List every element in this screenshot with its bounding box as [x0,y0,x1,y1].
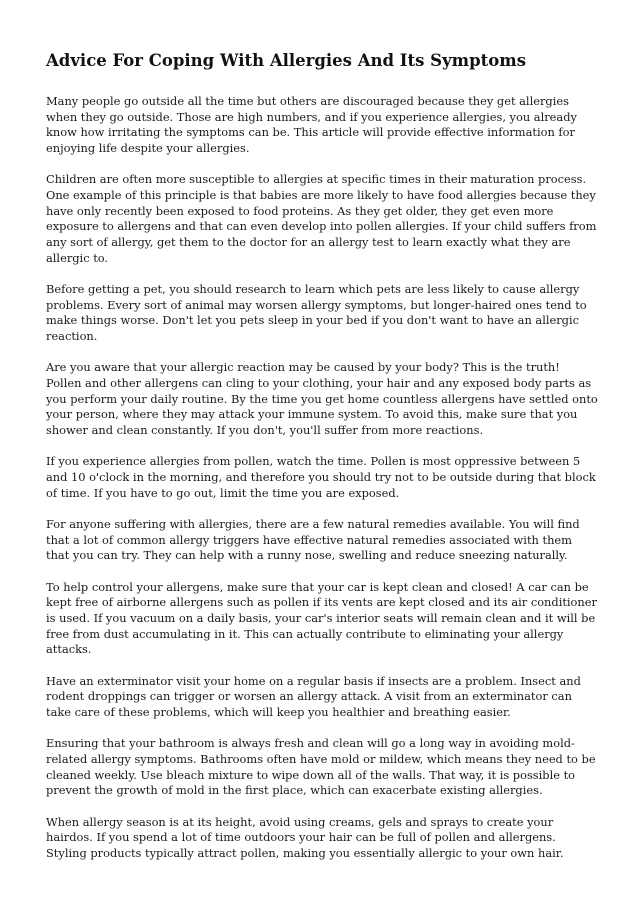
paragraph: To help control your allergens, make sure that your car is kept clean and closed! A car can be kept free of airborne allergens such as pollen if its vents are kept closed and its air conditioner is used. If you vacuum on a daily basis, your car's interior seats will remain clean and it will be free from dust accumulating in it. This can actually contribute to eliminating your allergy attacks. [46,579,597,657]
paragraph: For anyone suffering with allergies, there are a few natural remedies available. You will find that a lot of common allergy triggers have effective natural remedies associated with them that you can try. They can help with a runny nose, swelling and reduce sneezing naturally. [46,516,580,563]
paragraph: Children are often more susceptible to allergies at specific times in their maturation process. One example of this principle is that babies are more likely to have food allergies because they have only recently been exposed to food proteins. As they get older, they get even more exposure to allergens and that can even develop into pollen allergies. If your child suffers from any sort of allergy, get them to the doctor for an allergy test to learn exactly what they are allergic to. [46,172,597,265]
paragraph: Have an exterminator visit your home on a regular basis if insects are a problem. Insect and rodent droppings can trigger or worsen an allergy attack. A visit from an exterminator can take care of these problems, which will keep you healthier and breathing easier. [46,673,581,719]
document-page [46,50,598,877]
paragraph: Are you aware that your allergic reaction may be caused by your body? This is the truth! Pollen and other allergens can cling to your clothing, your hair and any exposed body parts as you perform your daily routine. By the time you get home countless allergens have settled onto your person, where they may attack your immune system. To avoid this, make sure that you shower and clean constantly. If you don't, you'll suffer from more reactions. [46,360,598,438]
paragraph: Many people go outside all the time but others are discouraged because they get allergies when they go outside. Those are high numbers, and if you experience allergies, you already know how irritating the symptoms can be. This article will provide effective information for enjoying life despite your allergies. [46,94,577,156]
document-title: Advice For Coping With Allergies And Its Symptoms [46,51,527,70]
paragraph: If you experience allergies from pollen, watch the time. Pollen is most oppressive between 5 and 10 o'clock in the morning, and therefore you should try not to be outside during that block of time. If you have to go out, limit the time you are exposed. [46,454,596,500]
paragraph: Ensuring that your bathroom is always fresh and clean will go a long way in avoiding mold-related allergy symptoms. Bathrooms often have mold or mildew, which means they need to be cleaned weekly. Use bleach mixture to wipe down all of the walls. That way, it is possible to prevent the growth of mold in the first place, which can exacerbate existing allergies. [46,736,596,798]
paragraph: Before getting a pet, you should research to learn which pets are less likely to cause allergy problems. Every sort of animal may worsen allergy symptoms, but longer-haired ones tend to make things worse. Don't let you pets sleep in your bed if you don't want to have an allergic reaction. [46,282,587,344]
paragraph: When allergy season is at its height, avoid using creams, gels and sprays to create your hairdos. If you spend a lot of time outdoors your hair can be full of pollen and allergens. Styling products typically attract pollen, making you essentially allergic to your own hair. [46,814,564,860]
